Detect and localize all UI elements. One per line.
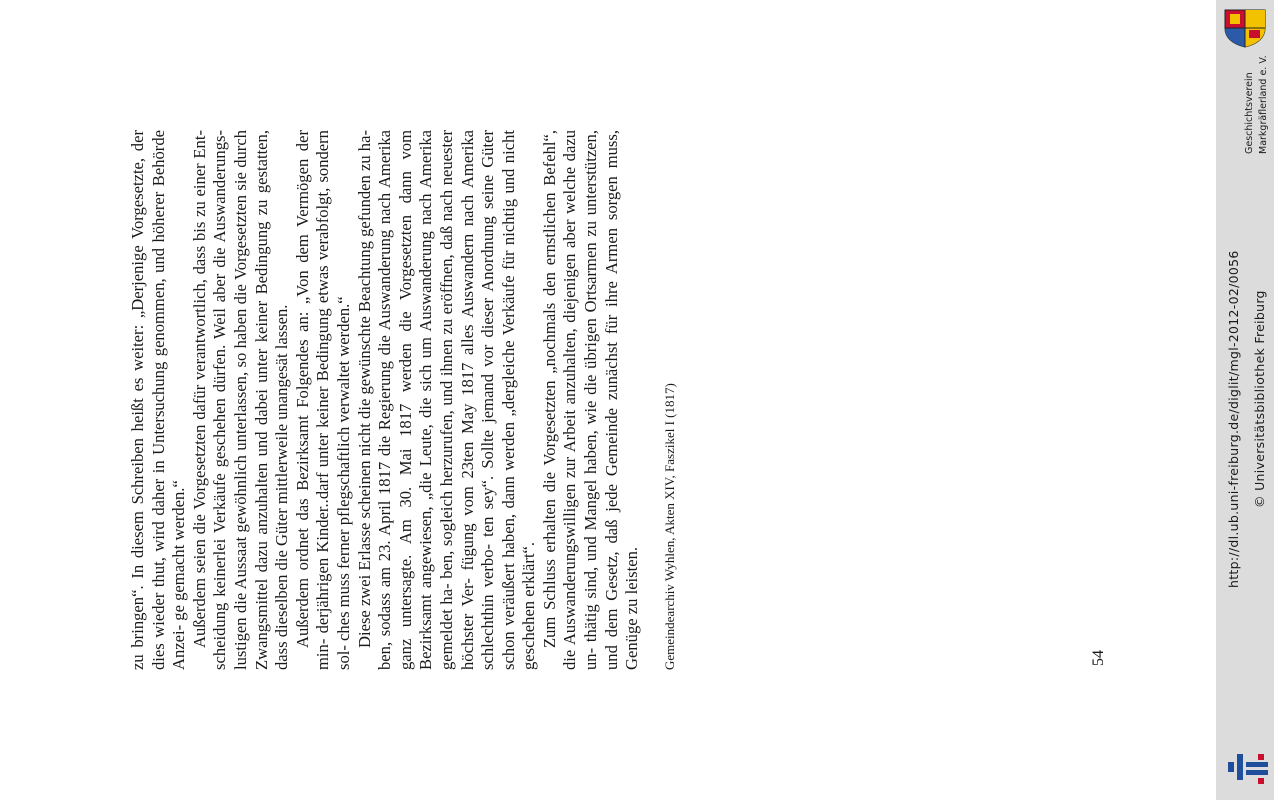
copyright-notice: © Universitätsbibliothek Freiburg xyxy=(1252,290,1267,508)
permalink-url[interactable]: http://dl.ub.uni-freiburg.de/diglit/mgl-2012-02/0056 xyxy=(1226,250,1241,588)
ub-freiburg-logo-icon xyxy=(1228,748,1268,788)
paragraph xyxy=(293,130,355,670)
text-line: zu bringen“. In diesem Schreiben heißt es weiter: „Derjenige Vorgesetzte, der dies xyxy=(128,130,168,670)
text-line: dem Gesetz, daß jede Gemeinde zunächst für ihre Armen sorgen muss, Genüge zu xyxy=(601,130,642,670)
text-line: scheidung keinerlei Verkäufe geschehen dürfen. Weil aber die Auswanderungs- xyxy=(210,130,230,670)
society-name-line2: Markgräflerland e. V. xyxy=(1258,55,1269,154)
body-text xyxy=(128,130,643,670)
footnote: Gemeindearchiv Wyhlen, Akten XIV, Faszikel I (1817) xyxy=(662,383,677,670)
text-line: thätig sind, und Mangel haben, wie die übrigen Ortsarmen zu unterstützen, und xyxy=(581,130,621,670)
coat-of-arms-icon xyxy=(1222,8,1268,48)
text-line: lustigen die Aussaat gewöhnlich unterlassen, so haben die Vorgesetzten sie durch xyxy=(230,130,250,670)
text-line: ge gemacht werden.“ xyxy=(169,480,189,621)
text-line: ben, sodass am 23. April 1817 die Regierung die Auswanderung nach Amerika xyxy=(375,130,395,670)
society-name-line1: Geschichtsverein xyxy=(1244,72,1255,154)
paragraph xyxy=(128,130,190,670)
text-line: Zwangsmittel dazu anzuhalten und dabei unter keiner Bedingung zu gestatten, xyxy=(251,130,271,670)
text-line: Zum Schluss erhalten die Vorgesetzten „nochmals den ernstlichen Befehl“, die xyxy=(539,130,580,670)
text-line: dann werden „dergleiche Verkäufe für nichtig und nicht geschehen erklärt“. xyxy=(498,130,539,670)
text-line: Außerdem ordnet das Bezirksamt Folgendes an: „Von dem Vermögen der min- xyxy=(292,130,333,670)
paragraph xyxy=(190,130,293,670)
page-number: 54 xyxy=(1090,650,1107,666)
text-line: Diese zwei Erlasse scheinen nicht die gewünschte Beachtung gefunden zu ha- xyxy=(354,130,374,648)
text-line: ches muss ferner pflegschaftlich verwaltet werden.“ xyxy=(333,296,353,641)
text-line: leisten. xyxy=(622,546,642,595)
text-line: fügung vom 23ten May 1817 alles Auswandern nach Amerika schlechthin verbo- xyxy=(457,130,498,670)
paragraph xyxy=(540,130,643,670)
text-line: ganz untersagte. Am 30. Mai 1817 werden die Vorgesetzten dann vom Bezirksamt xyxy=(395,130,436,670)
text-line: angewiesen, „die Leute, die sich um Auswanderung nach Amerika gemeldet ha- xyxy=(416,130,456,670)
text-line: derjährigen Kinder..darf unter keiner Bedingung etwas verabfolgt, sondern sol- xyxy=(313,130,353,670)
text-line: ben, sogleich herzurufen, und ihnen zu eröffnen, daß nach neuester höchster Ver- xyxy=(436,130,477,670)
text-line: wieder thut, wird daher in Untersuchung genommen, und höherer Behörde Anzei- xyxy=(148,130,189,670)
text-line: Außerdem seien die Vorgesetzten dafür verantwortlich, dass bis zu einer Ent- xyxy=(189,130,209,648)
paragraph xyxy=(355,130,540,670)
text-line: ten sey“. Sollte jemand vor dieser Anordnung seine Güter schon veräußert haben, xyxy=(478,130,518,670)
text-line: Auswanderungswilligen zur Arbeit anzuhalten, diejenigen aber welche dazu un- xyxy=(560,129,601,670)
text-line: dass dieselben die Güter mittlerweile unangesät lassen. xyxy=(272,304,292,670)
